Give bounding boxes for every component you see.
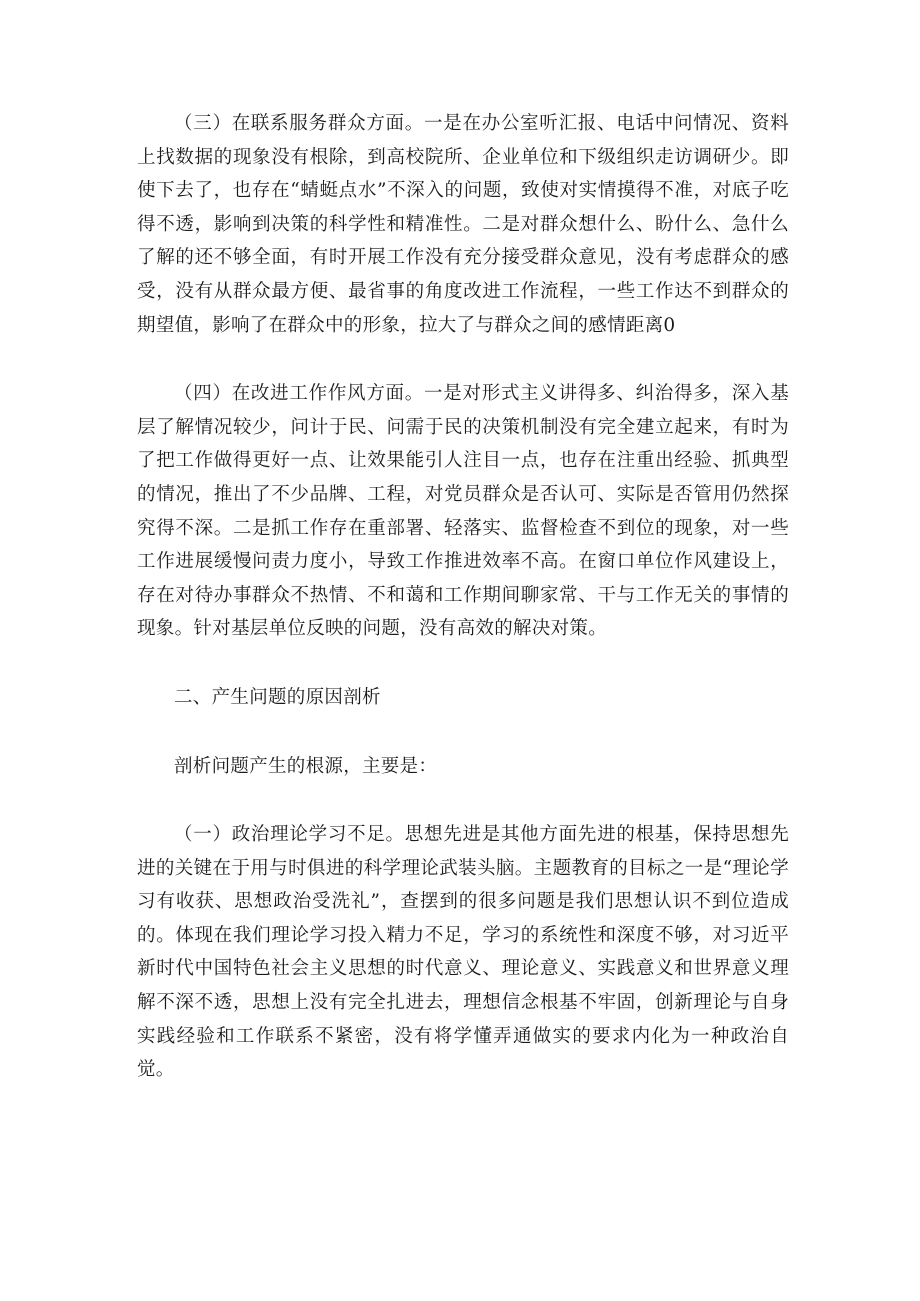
- paragraph-service-masses: （三）在联系服务群众方面。一是在办公室听汇报、电话中问情况、资料上找数据的现象没有根除，到高校院所、企业单位和下级组织走访调研少。即使下去了，也存在“蜻蜓点水”不深入的问题，致使对实情摸得不准，对底子吃得不透，影响到决策的科学性和精准性。二是对群众想什么、盼什么、急什么了解的还不够全面，有时开展工作没有充分接受群众意见，没有考虑群众的感受，没有从群众最方便、最省事的角度改进工作流程，一些工作达不到群众的期望值，影响了在群众中的形象，拉大了与群众之间的感情距离0: [137, 113, 789, 336]
- paragraph-work-style: （四）在改进工作作风方面。一是对形式主义讲得多、纠治得多，深入基层了解情况较少，问计于民、问需于民的决策机制没有完全建立起来，有时为了把工作做得更好一点、让效果能引人注目一点，也存在注重出经验、抓典型的情况，推出了不少品牌、工程，对党员群众是否认可、实际是否管用仍然探究得不深。二是抓工作存在重部署、轻落实、监督检查不到位的现象，对一些工作进展缓慢问责力度小，导致工作推进效率不高。在窗口单位作风建设上，存在对待办事群众不热情、不和蔼和工作期间聊家常、干与工作无关的事情的现象。针对基层单位反映的问题，没有高效的解决对策。: [137, 383, 789, 640]
- paragraph-intro-causes: 剖析问题产生的根源，主要是：: [174, 755, 438, 777]
- section-heading-causes: 二、产生问题的原因剖析: [174, 686, 381, 708]
- paragraph-theory-study: （一）政治理论学习不足。思想先进是其他方面先进的根基，保持思想先进的关键在于用与时俱进的科学理论武装头脑。主题教育的目标之一是“理论学习有收获、思想政治受洗礼”，查摆到的很多问题是我们思想认识不到位造成的。体现在我们理论学习投入精力不足，学习的系统性和深度不够，对习近平新时代中国特色社会主义思想的时代意义、理论意义、实践意义和世界意义理解不深不透，思想上没有完全扎进去，理想信念根基不牢固，创新理论与自身实践经验和工作联系不紧密，没有将学懂弄通做实的要求内化为一种政治自觉。: [137, 824, 789, 1081]
